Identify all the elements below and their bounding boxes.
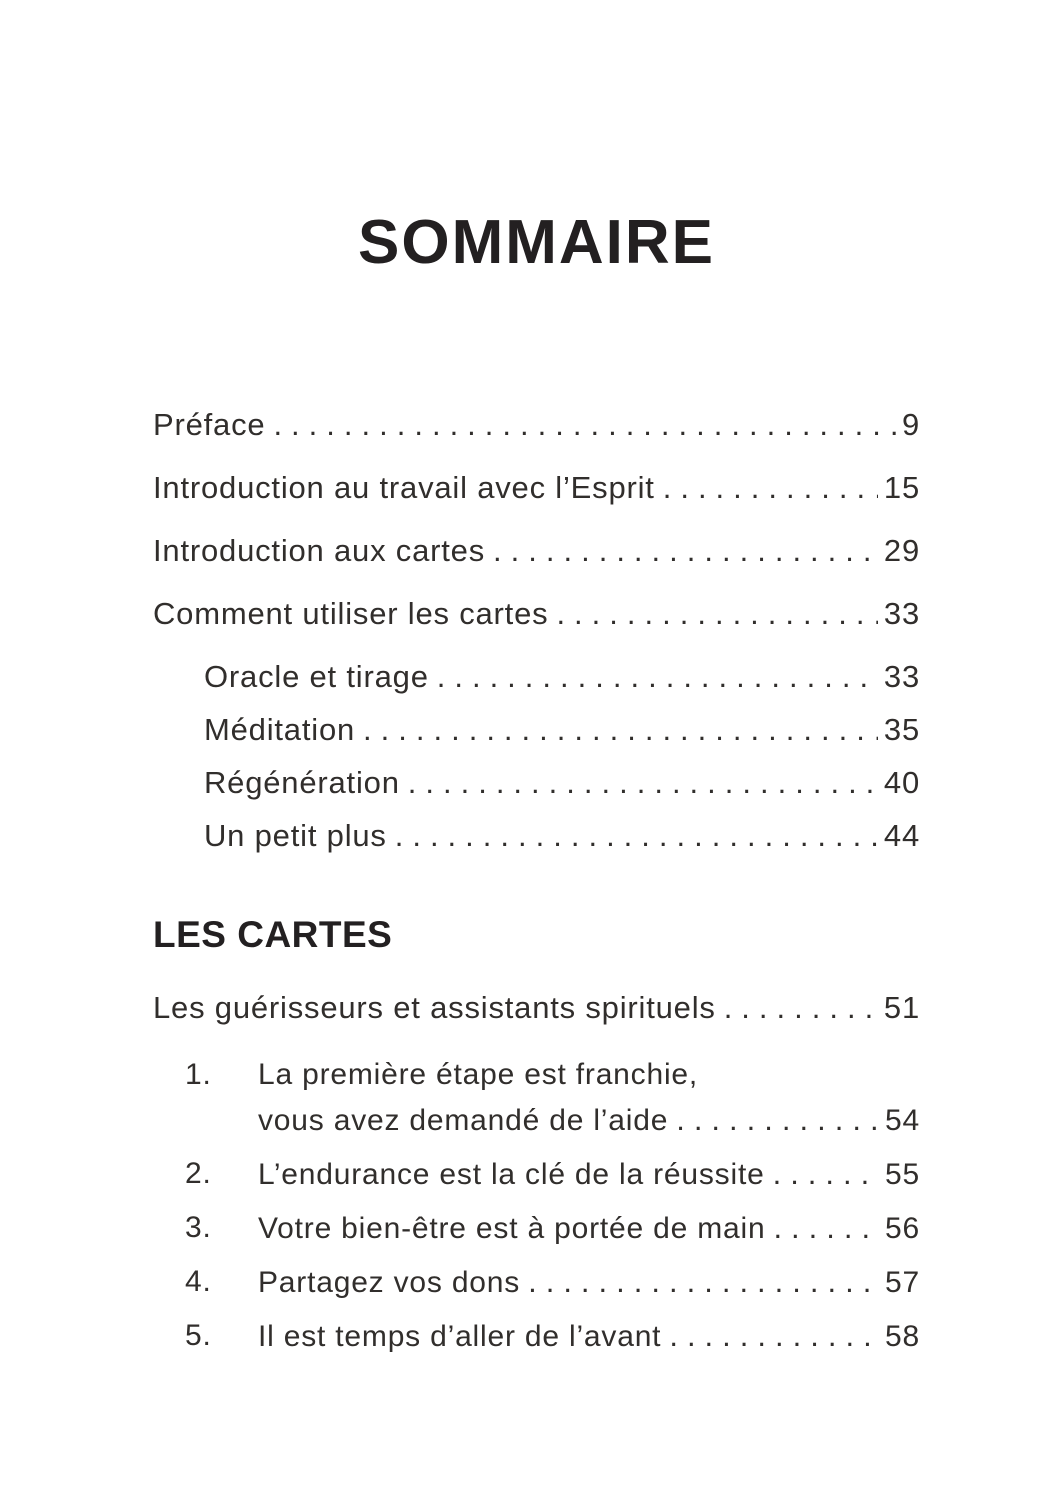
toc-entry-label: Il est temps d’aller de l’avant (258, 1320, 662, 1353)
toc-entry-label: Partagez vos dons (258, 1266, 521, 1299)
leader-dots (273, 408, 896, 442)
toc-entry (153, 991, 920, 1025)
toc-entry-label: Méditation (204, 712, 356, 747)
toc-entry-label: L’endurance est la clé de la réussite (258, 1158, 765, 1191)
toc-page-number: 35 (883, 712, 920, 747)
card-number: 4. (185, 1265, 212, 1298)
toc-page-number: 51 (883, 990, 920, 1025)
toc-page-number: 58 (885, 1320, 920, 1353)
card-content (258, 1057, 920, 1139)
toc-page-number: 57 (885, 1266, 920, 1299)
section-heading: LES CARTES (153, 914, 393, 955)
leader-dots (556, 597, 877, 631)
toc-entry-label: Introduction aux cartes (153, 533, 486, 568)
card-number: 1. (185, 1058, 212, 1091)
leader-dots (395, 819, 878, 853)
toc-page-number: 15 (883, 470, 920, 505)
toc-subentry (204, 660, 920, 694)
leader-dots (528, 1264, 879, 1301)
toc-page-number: 56 (885, 1212, 920, 1245)
card-number: 3. (185, 1211, 212, 1244)
cards-list (153, 1057, 920, 1355)
toc-entry (153, 471, 920, 505)
card-content (258, 1264, 920, 1301)
card-entry-line1: La première étape est franchie, (258, 1058, 699, 1091)
card-entry-line (258, 1318, 920, 1355)
card-entry-line2 (258, 1102, 920, 1139)
toc-entry-label: Régénération (204, 765, 400, 800)
leader-dots (493, 534, 878, 568)
card-number: 5. (185, 1319, 212, 1352)
toc-subentry (204, 819, 920, 853)
toc-entry-label: Votre bien-être est à portée de main (258, 1212, 766, 1245)
toc-entry-label: Les guérisseurs et assistants spirituels (153, 990, 716, 1025)
leader-dots (773, 1210, 879, 1247)
leader-dots (437, 660, 878, 694)
toc-entry-label: Préface (153, 407, 266, 442)
toc-entry-label: Introduction au travail avec l’Esprit (153, 470, 655, 505)
toc-top-list (153, 408, 920, 631)
card-entry (153, 1318, 920, 1355)
toc-page-number: 33 (883, 596, 920, 631)
toc-page-number: 55 (885, 1158, 920, 1191)
toc-entry-label: Un petit plus (204, 818, 387, 853)
toc-page-number: 33 (883, 659, 920, 694)
toc-sub-list (153, 660, 920, 853)
card-entry (153, 1210, 920, 1247)
toc-subentry (204, 713, 920, 747)
card-entry (153, 1264, 920, 1301)
toc-entry-label: Comment utiliser les cartes (153, 596, 549, 631)
toc-page-number: 40 (883, 765, 920, 800)
toc-subentry (204, 766, 920, 800)
card-entry-line (258, 1264, 920, 1301)
leader-dots (408, 766, 878, 800)
page-title: SOMMAIRE (358, 208, 715, 277)
toc-entry (153, 534, 920, 568)
toc-entry (153, 597, 920, 631)
card-entry (153, 1057, 920, 1139)
toc-entry-label: Oracle et tirage (204, 659, 429, 694)
card-entry (153, 1156, 920, 1193)
leader-dots (676, 1102, 879, 1139)
leader-dots (773, 1156, 879, 1193)
leader-dots (363, 713, 878, 747)
toc-page-number: 54 (885, 1104, 920, 1137)
toc-entry-label: vous avez demandé de l’aide (258, 1104, 669, 1137)
toc-page-number: 9 (901, 407, 920, 442)
card-entry-line (258, 1156, 920, 1193)
card-number: 2. (185, 1157, 212, 1190)
leader-dots (669, 1318, 879, 1355)
leader-dots (724, 991, 878, 1025)
toc-entry (153, 408, 920, 442)
toc-page-number: 44 (883, 818, 920, 853)
toc-page-number: 29 (883, 533, 920, 568)
card-content (258, 1210, 920, 1247)
leader-dots (663, 471, 878, 505)
card-content (258, 1318, 920, 1355)
card-entry-line (258, 1210, 920, 1247)
card-content (258, 1156, 920, 1193)
